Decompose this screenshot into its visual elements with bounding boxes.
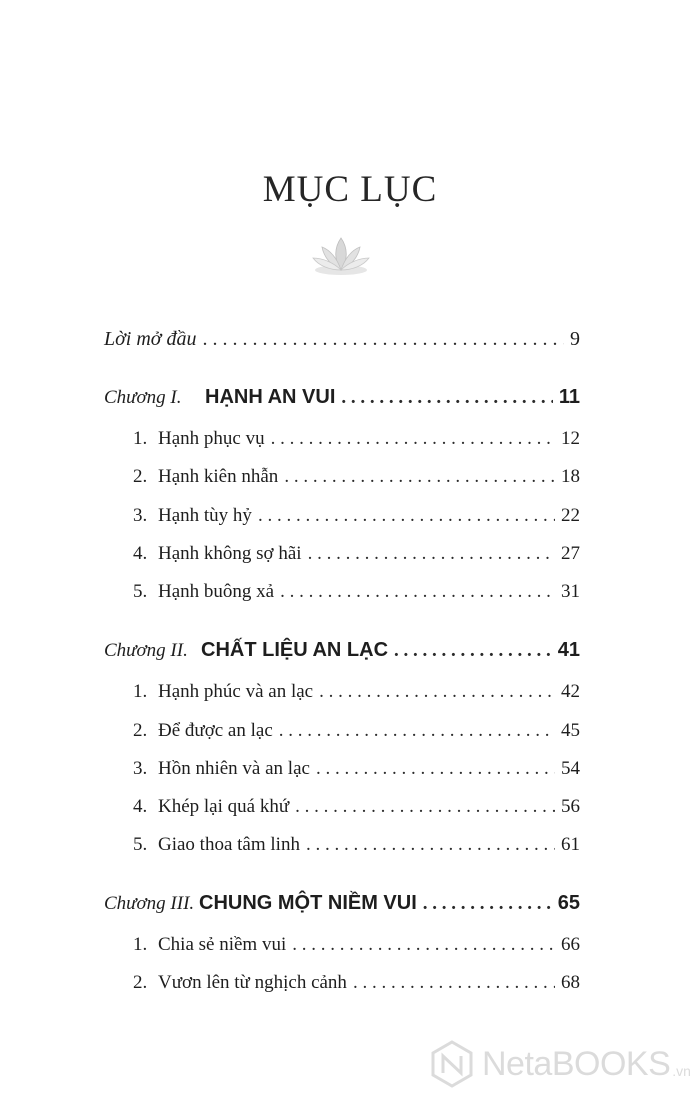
- dot-leader: [292, 934, 555, 956]
- dot-leader: [319, 681, 555, 703]
- item-title: Giao thoa tâm linh: [158, 834, 300, 855]
- item-number: 3.: [133, 505, 148, 526]
- toc-item[interactable]: [133, 758, 580, 780]
- dot-leader: [284, 466, 555, 488]
- toc-page-number: 12: [561, 428, 580, 449]
- dot-leader: [423, 893, 552, 915]
- toc-page-number: 31: [561, 581, 580, 602]
- toc-item[interactable]: [133, 681, 580, 703]
- chapter-title: CHẤT LIỆU AN LẠC: [201, 639, 389, 661]
- toc-page-number: 41: [557, 639, 580, 661]
- toc-page-number: 66: [561, 934, 580, 955]
- toc-page-number: 45: [561, 720, 580, 741]
- item-number: 1.: [133, 934, 148, 955]
- toc-item[interactable]: [133, 934, 580, 956]
- dot-leader: [316, 758, 555, 780]
- watermark-brand: NetaBOOKS: [482, 1044, 671, 1083]
- dot-leader: [306, 834, 555, 856]
- item-title: Hạnh phúc và an lạc: [158, 681, 314, 702]
- toc-page-number: 65: [557, 892, 580, 914]
- item-number: 5.: [133, 834, 148, 855]
- item-number: 4.: [133, 543, 148, 564]
- item-number: 5.: [133, 581, 148, 602]
- toc-item[interactable]: [133, 428, 580, 450]
- netabooks-logo-icon: [430, 1040, 474, 1088]
- item-title: Hạnh không sợ hãi: [158, 543, 302, 564]
- dot-leader: [271, 428, 555, 450]
- item-number: 1.: [133, 428, 148, 449]
- chapter-label: Chương III.: [104, 893, 195, 914]
- chapter-label: Chương I.: [104, 387, 182, 408]
- dot-leader: [308, 543, 555, 565]
- dot-leader: [280, 581, 555, 603]
- chapter-title: CHUNG MỘT NIỀM VUI: [199, 892, 417, 914]
- toc-page-number: 11: [558, 386, 580, 408]
- dot-leader: [279, 720, 555, 742]
- toc-page-number: 27: [561, 543, 580, 564]
- toc-chapter[interactable]: [104, 892, 580, 915]
- toc-item[interactable]: [133, 796, 580, 818]
- item-number: 2.: [133, 720, 148, 741]
- toc-item[interactable]: [133, 466, 580, 488]
- toc-page-number: 61: [561, 834, 580, 855]
- toc-page-number: 42: [561, 681, 580, 702]
- item-title: Hạnh phục vụ: [158, 428, 265, 449]
- chapter-title: HẠNH AN VUI: [205, 386, 336, 408]
- toc-chapter[interactable]: [104, 639, 580, 662]
- toc-intro-label: Lời mở đầu: [104, 328, 197, 350]
- dot-leader: [295, 796, 555, 818]
- item-number: 3.: [133, 758, 148, 779]
- toc-page-number: 68: [561, 972, 580, 993]
- toc-item[interactable]: [133, 972, 580, 994]
- toc-item[interactable]: [133, 720, 580, 742]
- item-title: Vươn lên từ nghịch cảnh: [158, 972, 347, 993]
- item-title: Chia sẻ niềm vui: [158, 934, 287, 955]
- item-title: Hạnh kiên nhẫn: [158, 466, 279, 487]
- toc-item[interactable]: [133, 581, 580, 603]
- item-title: Khép lại quá khứ: [158, 796, 290, 817]
- item-number: 1.: [133, 681, 148, 702]
- watermark-suffix: .vn: [672, 1063, 691, 1079]
- dot-leader: [353, 972, 555, 994]
- watermark: [430, 1036, 696, 1092]
- item-title: Hạnh tùy hỷ: [158, 505, 252, 526]
- dot-leader: [258, 505, 555, 527]
- toc-page-number: 22: [561, 505, 580, 526]
- toc-page-number: 56: [561, 796, 580, 817]
- toc-chapter[interactable]: [104, 386, 580, 409]
- toc-page-number: 18: [561, 466, 580, 487]
- item-number: 2.: [133, 466, 148, 487]
- page-title: MỤC LỤC: [262, 169, 438, 210]
- item-title: Hạnh buông xả: [158, 581, 275, 602]
- dot-leader: [341, 387, 552, 409]
- toc-item[interactable]: [133, 543, 580, 565]
- dot-leader: [202, 328, 564, 351]
- toc-intro[interactable]: [104, 328, 580, 351]
- chapter-label: Chương II.: [104, 640, 188, 661]
- item-title: Hồn nhiên và an lạc: [158, 758, 310, 779]
- item-number: 2.: [133, 972, 148, 993]
- toc-item[interactable]: [133, 834, 580, 856]
- dot-leader: [394, 640, 552, 662]
- item-number: 4.: [133, 796, 148, 817]
- toc-page-number: 9: [570, 328, 580, 350]
- item-title: Để được an lạc: [158, 720, 273, 741]
- toc-page-number: 54: [561, 758, 580, 779]
- toc-item[interactable]: [133, 505, 580, 527]
